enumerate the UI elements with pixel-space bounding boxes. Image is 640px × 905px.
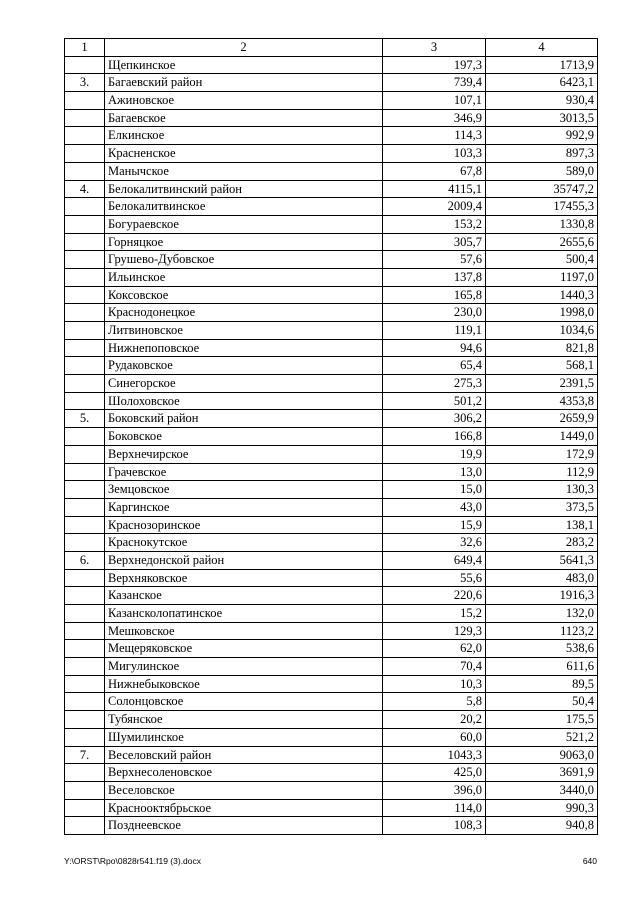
row-name-cell: Нижнебыковское bbox=[105, 675, 383, 693]
row-number-cell bbox=[65, 56, 105, 74]
table-row bbox=[65, 286, 598, 304]
table-row bbox=[65, 162, 598, 180]
table-row bbox=[65, 551, 598, 569]
row-value-col3-cell: 5,8 bbox=[383, 693, 486, 711]
row-value-col3-cell: 60,0 bbox=[383, 728, 486, 746]
row-value-col3-cell: 396,0 bbox=[383, 781, 486, 799]
table-row bbox=[65, 781, 598, 799]
row-name-cell: Земцовское bbox=[105, 481, 383, 499]
table-row bbox=[65, 127, 598, 145]
row-value-col3-cell: 137,8 bbox=[383, 268, 486, 286]
table-row bbox=[65, 392, 598, 410]
row-value-col4-cell: 172,9 bbox=[486, 445, 598, 463]
row-name-cell: Солонцовское bbox=[105, 693, 383, 711]
table-row bbox=[65, 145, 598, 163]
table-row bbox=[65, 605, 598, 623]
row-value-col3-cell: 13,0 bbox=[383, 463, 486, 481]
row-number-cell bbox=[65, 728, 105, 746]
header-cell-4: 4 bbox=[486, 39, 598, 57]
row-number-cell bbox=[65, 711, 105, 729]
row-number-cell: 5. bbox=[65, 410, 105, 428]
row-value-col4-cell: 990,3 bbox=[486, 799, 598, 817]
row-number-cell bbox=[65, 109, 105, 127]
table-row bbox=[65, 268, 598, 286]
row-number-cell: 6. bbox=[65, 551, 105, 569]
row-value-col3-cell: 275,3 bbox=[383, 375, 486, 393]
row-value-col4-cell: 175,5 bbox=[486, 711, 598, 729]
row-name-cell: Мигулинское bbox=[105, 658, 383, 676]
row-value-col3-cell: 20,2 bbox=[383, 711, 486, 729]
row-name-cell: Боковский район bbox=[105, 410, 383, 428]
table-header-row bbox=[65, 39, 598, 57]
row-name-cell: Багаевское bbox=[105, 109, 383, 127]
row-value-col3-cell: 119,1 bbox=[383, 322, 486, 340]
row-value-col3-cell: 65,4 bbox=[383, 357, 486, 375]
row-name-cell: Елкинское bbox=[105, 127, 383, 145]
header-cell-2: 2 bbox=[105, 39, 383, 57]
row-number-cell bbox=[65, 605, 105, 623]
table-row bbox=[65, 198, 598, 216]
row-value-col4-cell: 283,2 bbox=[486, 534, 598, 552]
table-row bbox=[65, 322, 598, 340]
row-value-col3-cell: 4115,1 bbox=[383, 180, 486, 198]
row-name-cell: Тубянское bbox=[105, 711, 383, 729]
row-value-col4-cell: 3691,9 bbox=[486, 764, 598, 782]
page-footer bbox=[64, 856, 597, 866]
row-value-col3-cell: 346,9 bbox=[383, 109, 486, 127]
row-value-col3-cell: 2009,4 bbox=[383, 198, 486, 216]
table-row bbox=[65, 622, 598, 640]
row-number-cell bbox=[65, 622, 105, 640]
row-name-cell: Боковское bbox=[105, 428, 383, 446]
row-number-cell bbox=[65, 127, 105, 145]
row-number-cell bbox=[65, 251, 105, 269]
row-name-cell: Веселовское bbox=[105, 781, 383, 799]
row-value-col3-cell: 103,3 bbox=[383, 145, 486, 163]
row-number-cell bbox=[65, 322, 105, 340]
row-value-col3-cell: 43,0 bbox=[383, 498, 486, 516]
row-value-col3-cell: 107,1 bbox=[383, 92, 486, 110]
footer-page-number: 640 bbox=[582, 856, 597, 866]
header-cell-1: 1 bbox=[65, 39, 105, 57]
row-value-col3-cell: 165,8 bbox=[383, 286, 486, 304]
row-name-cell: Веселовский район bbox=[105, 746, 383, 764]
row-name-cell: Красненское bbox=[105, 145, 383, 163]
row-number-cell bbox=[65, 233, 105, 251]
row-name-cell: Грачевское bbox=[105, 463, 383, 481]
row-name-cell: Ажиновское bbox=[105, 92, 383, 110]
table-row bbox=[65, 180, 598, 198]
row-name-cell: Рудаковское bbox=[105, 357, 383, 375]
row-name-cell: Коксовское bbox=[105, 286, 383, 304]
row-value-col3-cell: 166,8 bbox=[383, 428, 486, 446]
row-value-col3-cell: 108,3 bbox=[383, 817, 486, 835]
row-number-cell bbox=[65, 498, 105, 516]
table-row bbox=[65, 799, 598, 817]
row-number-cell bbox=[65, 799, 105, 817]
row-number-cell bbox=[65, 215, 105, 233]
row-number-cell bbox=[65, 569, 105, 587]
row-value-col4-cell: 5641,3 bbox=[486, 551, 598, 569]
row-value-col4-cell: 2391,5 bbox=[486, 375, 598, 393]
row-value-col3-cell: 306,2 bbox=[383, 410, 486, 428]
row-value-col4-cell: 589,0 bbox=[486, 162, 598, 180]
data-table bbox=[64, 38, 598, 835]
row-number-cell: 3. bbox=[65, 74, 105, 92]
row-value-col3-cell: 19,9 bbox=[383, 445, 486, 463]
row-value-col3-cell: 220,6 bbox=[383, 587, 486, 605]
row-value-col4-cell: 35747,2 bbox=[486, 180, 598, 198]
row-number-cell bbox=[65, 658, 105, 676]
row-value-col3-cell: 153,2 bbox=[383, 215, 486, 233]
row-value-col4-cell: 2659,9 bbox=[486, 410, 598, 428]
footer-file-path: Y:\ORST\Rpo\0828r541.f19 (3).docx bbox=[64, 856, 202, 866]
row-value-col4-cell: 130,3 bbox=[486, 481, 598, 499]
table-row bbox=[65, 587, 598, 605]
row-value-col3-cell: 649,4 bbox=[383, 551, 486, 569]
row-value-col3-cell: 197,3 bbox=[383, 56, 486, 74]
row-value-col4-cell: 1916,3 bbox=[486, 587, 598, 605]
row-number-cell bbox=[65, 781, 105, 799]
row-value-col4-cell: 6423,1 bbox=[486, 74, 598, 92]
row-value-col4-cell: 483,0 bbox=[486, 569, 598, 587]
table-row bbox=[65, 728, 598, 746]
row-value-col4-cell: 1998,0 bbox=[486, 304, 598, 322]
row-value-col3-cell: 1043,3 bbox=[383, 746, 486, 764]
table-row bbox=[65, 375, 598, 393]
table-row bbox=[65, 711, 598, 729]
row-value-col4-cell: 1034,6 bbox=[486, 322, 598, 340]
row-value-col4-cell: 138,1 bbox=[486, 516, 598, 534]
row-name-cell: Краснозоринское bbox=[105, 516, 383, 534]
row-value-col4-cell: 500,4 bbox=[486, 251, 598, 269]
row-value-col4-cell: 1330,8 bbox=[486, 215, 598, 233]
row-number-cell bbox=[65, 516, 105, 534]
row-value-col4-cell: 930,4 bbox=[486, 92, 598, 110]
row-name-cell: Литвиновское bbox=[105, 322, 383, 340]
row-number-cell bbox=[65, 268, 105, 286]
row-name-cell: Богураевское bbox=[105, 215, 383, 233]
table-row bbox=[65, 481, 598, 499]
row-name-cell: Верхнечирское bbox=[105, 445, 383, 463]
row-value-col3-cell: 55,6 bbox=[383, 569, 486, 587]
row-value-col4-cell: 538,6 bbox=[486, 640, 598, 658]
row-number-cell bbox=[65, 445, 105, 463]
table-row bbox=[65, 693, 598, 711]
row-value-col3-cell: 15,0 bbox=[383, 481, 486, 499]
row-value-col4-cell: 3440,0 bbox=[486, 781, 598, 799]
row-name-cell: Краснодонецкое bbox=[105, 304, 383, 322]
row-name-cell: Шолоховское bbox=[105, 392, 383, 410]
row-value-col3-cell: 425,0 bbox=[383, 764, 486, 782]
row-name-cell: Синегорское bbox=[105, 375, 383, 393]
table-row bbox=[65, 516, 598, 534]
row-value-col4-cell: 1197,0 bbox=[486, 268, 598, 286]
table-row bbox=[65, 357, 598, 375]
row-name-cell: Багаевский район bbox=[105, 74, 383, 92]
row-value-col3-cell: 70,4 bbox=[383, 658, 486, 676]
row-value-col3-cell: 15,2 bbox=[383, 605, 486, 623]
table-row bbox=[65, 817, 598, 835]
row-number-cell: 4. bbox=[65, 180, 105, 198]
row-name-cell: Щепкинское bbox=[105, 56, 383, 74]
row-value-col4-cell: 568,1 bbox=[486, 357, 598, 375]
row-number-cell bbox=[65, 640, 105, 658]
table-row bbox=[65, 233, 598, 251]
row-name-cell: Белокалитвинское bbox=[105, 198, 383, 216]
row-number-cell bbox=[65, 339, 105, 357]
row-number-cell bbox=[65, 162, 105, 180]
row-value-col3-cell: 15,9 bbox=[383, 516, 486, 534]
row-value-col3-cell: 32,6 bbox=[383, 534, 486, 552]
row-value-col4-cell: 4353,8 bbox=[486, 392, 598, 410]
table-row bbox=[65, 658, 598, 676]
row-value-col4-cell: 3013,5 bbox=[486, 109, 598, 127]
row-name-cell: Краснооктябрьское bbox=[105, 799, 383, 817]
row-name-cell: Шумилинское bbox=[105, 728, 383, 746]
row-value-col4-cell: 940,8 bbox=[486, 817, 598, 835]
row-value-col3-cell: 305,7 bbox=[383, 233, 486, 251]
row-value-col3-cell: 114,3 bbox=[383, 127, 486, 145]
table-row bbox=[65, 675, 598, 693]
row-value-col4-cell: 897,3 bbox=[486, 145, 598, 163]
row-value-col4-cell: 1449,0 bbox=[486, 428, 598, 446]
row-number-cell bbox=[65, 304, 105, 322]
table-row bbox=[65, 109, 598, 127]
row-name-cell: Казанское bbox=[105, 587, 383, 605]
row-value-col4-cell: 373,5 bbox=[486, 498, 598, 516]
table-row bbox=[65, 304, 598, 322]
row-number-cell bbox=[65, 375, 105, 393]
row-value-col4-cell: 1440,3 bbox=[486, 286, 598, 304]
row-name-cell: Манычское bbox=[105, 162, 383, 180]
row-number-cell bbox=[65, 357, 105, 375]
row-value-col4-cell: 50,4 bbox=[486, 693, 598, 711]
row-value-col3-cell: 230,0 bbox=[383, 304, 486, 322]
table-row bbox=[65, 410, 598, 428]
row-value-col3-cell: 501,2 bbox=[383, 392, 486, 410]
row-number-cell bbox=[65, 764, 105, 782]
row-value-col4-cell: 992,9 bbox=[486, 127, 598, 145]
table-row bbox=[65, 764, 598, 782]
table-row bbox=[65, 56, 598, 74]
row-value-col3-cell: 114,0 bbox=[383, 799, 486, 817]
table-row bbox=[65, 534, 598, 552]
row-number-cell bbox=[65, 675, 105, 693]
row-name-cell: Ильинское bbox=[105, 268, 383, 286]
table-row bbox=[65, 445, 598, 463]
row-name-cell: Нижнепоповское bbox=[105, 339, 383, 357]
table-row bbox=[65, 339, 598, 357]
row-number-cell bbox=[65, 92, 105, 110]
row-number-cell bbox=[65, 286, 105, 304]
row-number-cell bbox=[65, 428, 105, 446]
row-value-col4-cell: 1713,9 bbox=[486, 56, 598, 74]
row-name-cell: Верхнедонской район bbox=[105, 551, 383, 569]
row-name-cell: Мещеряковское bbox=[105, 640, 383, 658]
row-value-col4-cell: 821,8 bbox=[486, 339, 598, 357]
row-value-col4-cell: 2655,6 bbox=[486, 233, 598, 251]
row-name-cell: Мешковское bbox=[105, 622, 383, 640]
row-name-cell: Каргинское bbox=[105, 498, 383, 516]
table-row bbox=[65, 92, 598, 110]
row-number-cell bbox=[65, 392, 105, 410]
row-name-cell: Позднеевское bbox=[105, 817, 383, 835]
row-value-col4-cell: 521,2 bbox=[486, 728, 598, 746]
table-row bbox=[65, 498, 598, 516]
row-value-col4-cell: 611,6 bbox=[486, 658, 598, 676]
row-name-cell: Верхняковское bbox=[105, 569, 383, 587]
table-row bbox=[65, 74, 598, 92]
row-number-cell bbox=[65, 463, 105, 481]
table-row bbox=[65, 746, 598, 764]
row-name-cell: Горняцкое bbox=[105, 233, 383, 251]
row-value-col3-cell: 129,3 bbox=[383, 622, 486, 640]
row-value-col4-cell: 112,9 bbox=[486, 463, 598, 481]
row-number-cell bbox=[65, 481, 105, 499]
row-name-cell: Краснокутское bbox=[105, 534, 383, 552]
row-value-col4-cell: 9063,0 bbox=[486, 746, 598, 764]
row-value-col4-cell: 17455,3 bbox=[486, 198, 598, 216]
row-number-cell bbox=[65, 587, 105, 605]
table-row bbox=[65, 251, 598, 269]
table-row bbox=[65, 428, 598, 446]
row-value-col4-cell: 1123,2 bbox=[486, 622, 598, 640]
row-name-cell: Грушево-Дубовское bbox=[105, 251, 383, 269]
table-row bbox=[65, 569, 598, 587]
row-number-cell bbox=[65, 693, 105, 711]
row-value-col3-cell: 94,6 bbox=[383, 339, 486, 357]
row-number-cell bbox=[65, 198, 105, 216]
table-row bbox=[65, 463, 598, 481]
row-name-cell: Белокалитвинский район bbox=[105, 180, 383, 198]
row-number-cell bbox=[65, 534, 105, 552]
row-value-col3-cell: 57,6 bbox=[383, 251, 486, 269]
row-number-cell: 7. bbox=[65, 746, 105, 764]
row-value-col4-cell: 89,5 bbox=[486, 675, 598, 693]
row-number-cell bbox=[65, 145, 105, 163]
row-value-col4-cell: 132,0 bbox=[486, 605, 598, 623]
row-value-col3-cell: 739,4 bbox=[383, 74, 486, 92]
row-number-cell bbox=[65, 817, 105, 835]
row-name-cell: Казансколопатинское bbox=[105, 605, 383, 623]
row-value-col3-cell: 10,3 bbox=[383, 675, 486, 693]
table-row bbox=[65, 640, 598, 658]
row-value-col3-cell: 67,8 bbox=[383, 162, 486, 180]
header-cell-3: 3 bbox=[383, 39, 486, 57]
row-value-col3-cell: 62,0 bbox=[383, 640, 486, 658]
table-row bbox=[65, 215, 598, 233]
row-name-cell: Верхнесоленовское bbox=[105, 764, 383, 782]
